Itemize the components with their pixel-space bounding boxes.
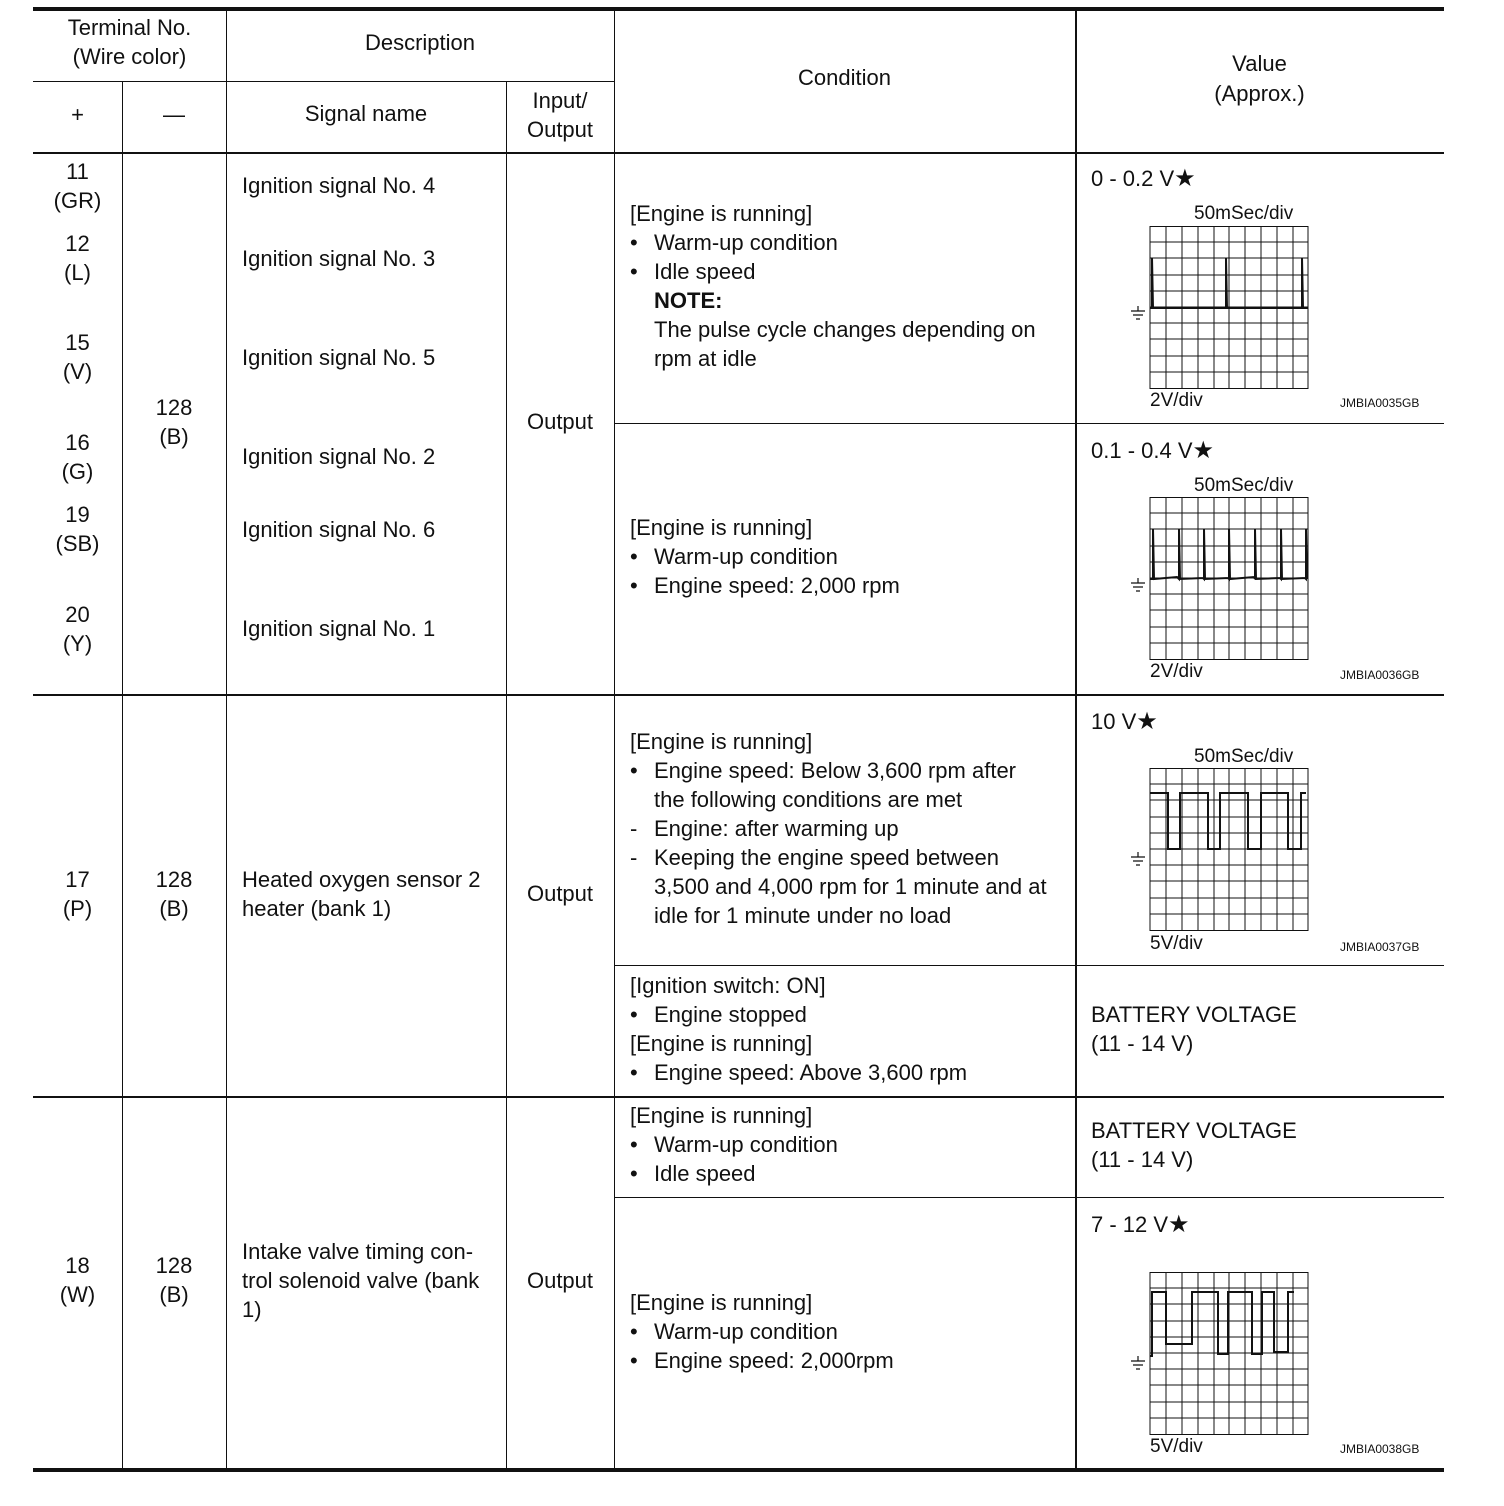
waveform-trace bbox=[1150, 793, 1306, 849]
wire-color: (L) bbox=[64, 260, 91, 285]
signal-name: Intake valve timing con- bbox=[242, 1239, 474, 1264]
signal-name: trol solenoid valve (bank bbox=[242, 1268, 480, 1293]
condition-text: Engine speed: Above 3,600 rpm bbox=[654, 1060, 968, 1085]
condition-item bbox=[630, 571, 900, 600]
condition-item bbox=[630, 257, 756, 286]
value-text: BATTERY VOLTAGE bbox=[1091, 1002, 1297, 1027]
star-icon: ★ bbox=[1174, 165, 1196, 192]
ground-wire-color: (B) bbox=[159, 1282, 189, 1307]
bullet: • bbox=[630, 1319, 638, 1344]
volts-label: 2V/div bbox=[1150, 661, 1203, 682]
condition-item bbox=[630, 1058, 968, 1087]
timebase-label: 50mSec/div bbox=[1194, 203, 1294, 224]
bullet: • bbox=[630, 230, 638, 255]
terminal-no: 16 bbox=[65, 430, 90, 455]
bullet: • bbox=[630, 1060, 638, 1085]
condition-item bbox=[630, 1130, 838, 1159]
bullet: • bbox=[630, 573, 638, 598]
terminal-no: 17 bbox=[65, 867, 90, 892]
condition-item bbox=[630, 228, 838, 257]
terminal-no: 19 bbox=[65, 502, 90, 527]
wire-color: (W) bbox=[59, 1282, 96, 1307]
condition-title: [Engine is running] bbox=[630, 515, 813, 540]
oscilloscope-waveform bbox=[1128, 226, 1310, 390]
bullet: • bbox=[630, 259, 638, 284]
header-terminal-no: Terminal No. bbox=[67, 15, 192, 40]
value-text bbox=[1091, 1210, 1190, 1239]
condition-text: Idle speed bbox=[654, 259, 756, 284]
condition-text: 3,500 and 4,000 rpm for 1 minute and at bbox=[654, 874, 1047, 899]
io-type: Output bbox=[526, 881, 594, 906]
wire-color: (GR) bbox=[53, 188, 102, 213]
condition-text: Engine speed: Below 3,600 rpm after bbox=[654, 758, 1017, 783]
note-text: The pulse cycle changes depending on bbox=[654, 317, 1036, 342]
header-minus: — bbox=[163, 102, 185, 127]
wire-color: (SB) bbox=[55, 531, 100, 556]
timebase-label: 50mSec/div bbox=[1194, 475, 1294, 496]
header-plus: + bbox=[71, 102, 84, 127]
wire-color: (G) bbox=[61, 459, 94, 484]
condition-item bbox=[630, 756, 1017, 785]
waveform-trace bbox=[1150, 529, 1307, 579]
terminal-no: 20 bbox=[65, 602, 90, 627]
io-type: Output bbox=[526, 1268, 594, 1293]
condition-text: Warm-up condition bbox=[654, 544, 838, 569]
ground-wire-color: (B) bbox=[159, 424, 189, 449]
figure-code: JMBIA0037GB bbox=[1340, 940, 1420, 954]
signal-name: Ignition signal No. 2 bbox=[242, 444, 436, 469]
condition-text: Warm-up condition bbox=[654, 1132, 838, 1157]
col-io-rule bbox=[614, 9, 615, 1470]
value-text: (11 - 14 V) bbox=[1091, 1147, 1194, 1172]
signal-name: Ignition signal No. 4 bbox=[242, 173, 436, 198]
condition-item bbox=[630, 1000, 807, 1029]
group2-bottom-rule bbox=[33, 1096, 1444, 1098]
condition-item bbox=[630, 1317, 838, 1346]
condition-item bbox=[630, 1159, 756, 1188]
value: 10 V bbox=[1091, 709, 1137, 734]
value-text bbox=[1091, 164, 1196, 193]
condition-text: Engine: after warming up bbox=[654, 816, 899, 841]
ground-symbol-icon bbox=[1131, 852, 1145, 865]
wire-color: (V) bbox=[62, 359, 93, 384]
ground-terminal-no: 128 bbox=[155, 395, 193, 420]
condition-item bbox=[630, 843, 999, 872]
condition-item bbox=[630, 1346, 894, 1375]
signal-name: 1) bbox=[242, 1297, 262, 1322]
bullet: • bbox=[630, 1132, 638, 1157]
value-text bbox=[1091, 707, 1158, 736]
condition-text: Warm-up condition bbox=[654, 1319, 838, 1344]
group3-cond-rule bbox=[614, 1197, 1444, 1198]
oscilloscope-waveform bbox=[1128, 497, 1310, 661]
figure-code: JMBIA0035GB bbox=[1340, 396, 1420, 410]
oscilloscope-waveform bbox=[1128, 1272, 1310, 1436]
signal-name: Ignition signal No. 3 bbox=[242, 246, 436, 271]
oscilloscope-waveform bbox=[1128, 768, 1310, 932]
bullet: • bbox=[630, 758, 638, 783]
waveform-trace bbox=[1150, 1292, 1294, 1356]
condition-text: the following conditions are met bbox=[654, 787, 963, 812]
condition-title: [Engine is running] bbox=[630, 1290, 813, 1315]
condition-text: idle for 1 minute under no load bbox=[654, 903, 952, 928]
group2-cond-rule bbox=[614, 965, 1444, 966]
figure-code: JMBIA0038GB bbox=[1340, 1442, 1420, 1456]
signal-name: Heated oxygen sensor 2 bbox=[242, 867, 481, 892]
note-text: rpm at idle bbox=[654, 346, 757, 371]
star-icon: ★ bbox=[1192, 437, 1215, 464]
wire-color: (P) bbox=[62, 896, 93, 921]
ground-terminal-no: 128 bbox=[155, 1253, 193, 1278]
value-text: BATTERY VOLTAGE bbox=[1091, 1118, 1297, 1143]
header-approx: (Approx.) bbox=[1214, 81, 1305, 106]
header-value: Value bbox=[1232, 51, 1287, 76]
dash: - bbox=[630, 845, 638, 870]
terminal-no: 12 bbox=[65, 231, 90, 256]
header-wire-color: (Wire color) bbox=[72, 44, 187, 69]
condition-text: Warm-up condition bbox=[654, 230, 838, 255]
bullet: • bbox=[630, 1161, 638, 1186]
signal-name: Ignition signal No. 5 bbox=[242, 345, 436, 370]
volts-label: 5V/div bbox=[1150, 933, 1203, 954]
condition-title: [Ignition switch: ON] bbox=[630, 973, 826, 998]
header-output: Output bbox=[526, 117, 594, 142]
terminal-no: 11 bbox=[66, 159, 89, 184]
condition-text: Engine speed: 2,000 rpm bbox=[654, 573, 900, 598]
condition-title: [Engine is running] bbox=[630, 1103, 813, 1128]
bullet: • bbox=[630, 544, 638, 569]
signal-name: Ignition signal No. 1 bbox=[242, 616, 436, 641]
io-type: Output bbox=[526, 409, 594, 434]
signal-name: Ignition signal No. 6 bbox=[242, 517, 436, 542]
ground-wire-color: (B) bbox=[159, 896, 189, 921]
volts-label: 5V/div bbox=[1150, 1436, 1203, 1457]
condition-title: [Engine is running] bbox=[630, 201, 813, 226]
condition-title: [Engine is running] bbox=[630, 729, 813, 754]
value: 0.1 - 0.4 V bbox=[1091, 438, 1193, 463]
condition-text: Idle speed bbox=[654, 1161, 756, 1186]
condition-text: Keeping the engine speed between bbox=[654, 845, 999, 870]
terminal-no: 15 bbox=[65, 330, 90, 355]
signal-name: heater (bank 1) bbox=[242, 896, 392, 921]
table-bottom-rule bbox=[33, 1468, 1444, 1472]
header-description: Description bbox=[364, 30, 476, 55]
timebase-label: 50mSec/div bbox=[1194, 746, 1294, 767]
condition-text: Engine speed: 2,000rpm bbox=[654, 1348, 894, 1373]
col-signal-rule bbox=[506, 81, 507, 1470]
condition-title: [Engine is running] bbox=[630, 1031, 813, 1056]
figure-code: JMBIA0036GB bbox=[1340, 668, 1420, 682]
condition-text: Engine stopped bbox=[654, 1002, 807, 1027]
terminal-no: 18 bbox=[65, 1253, 90, 1278]
ground-symbol-icon bbox=[1131, 306, 1145, 319]
ground-symbol-icon bbox=[1131, 1356, 1145, 1369]
star-icon: ★ bbox=[1136, 708, 1158, 735]
header-bottom-rule bbox=[33, 152, 1444, 154]
bullet: • bbox=[630, 1002, 638, 1027]
note-label: NOTE: bbox=[654, 288, 723, 313]
value-text bbox=[1091, 436, 1214, 465]
volts-label: 2V/div bbox=[1150, 390, 1203, 411]
group1-cond-rule bbox=[614, 423, 1444, 424]
col-condition-rule bbox=[1075, 9, 1077, 1470]
condition-item bbox=[630, 542, 838, 571]
value: 7 - 12 V bbox=[1091, 1212, 1169, 1237]
group1-bottom-rule bbox=[33, 694, 1444, 696]
ground-symbol-icon bbox=[1131, 578, 1145, 591]
wire-color: (Y) bbox=[62, 631, 93, 656]
dash: - bbox=[630, 816, 638, 841]
bullet: • bbox=[630, 1348, 638, 1373]
header-input: Input/ bbox=[532, 88, 588, 113]
header-split-rule bbox=[33, 81, 614, 82]
value: 0 - 0.2 V bbox=[1091, 166, 1175, 191]
ground-terminal-no: 128 bbox=[155, 867, 193, 892]
value-text: (11 - 14 V) bbox=[1091, 1031, 1194, 1056]
col-minus-rule bbox=[226, 9, 227, 1470]
condition-item bbox=[630, 814, 899, 843]
header-signal-name: Signal name bbox=[304, 101, 428, 126]
star-icon: ★ bbox=[1168, 1211, 1190, 1238]
table-top-rule bbox=[33, 7, 1444, 11]
header-condition: Condition bbox=[798, 65, 891, 90]
